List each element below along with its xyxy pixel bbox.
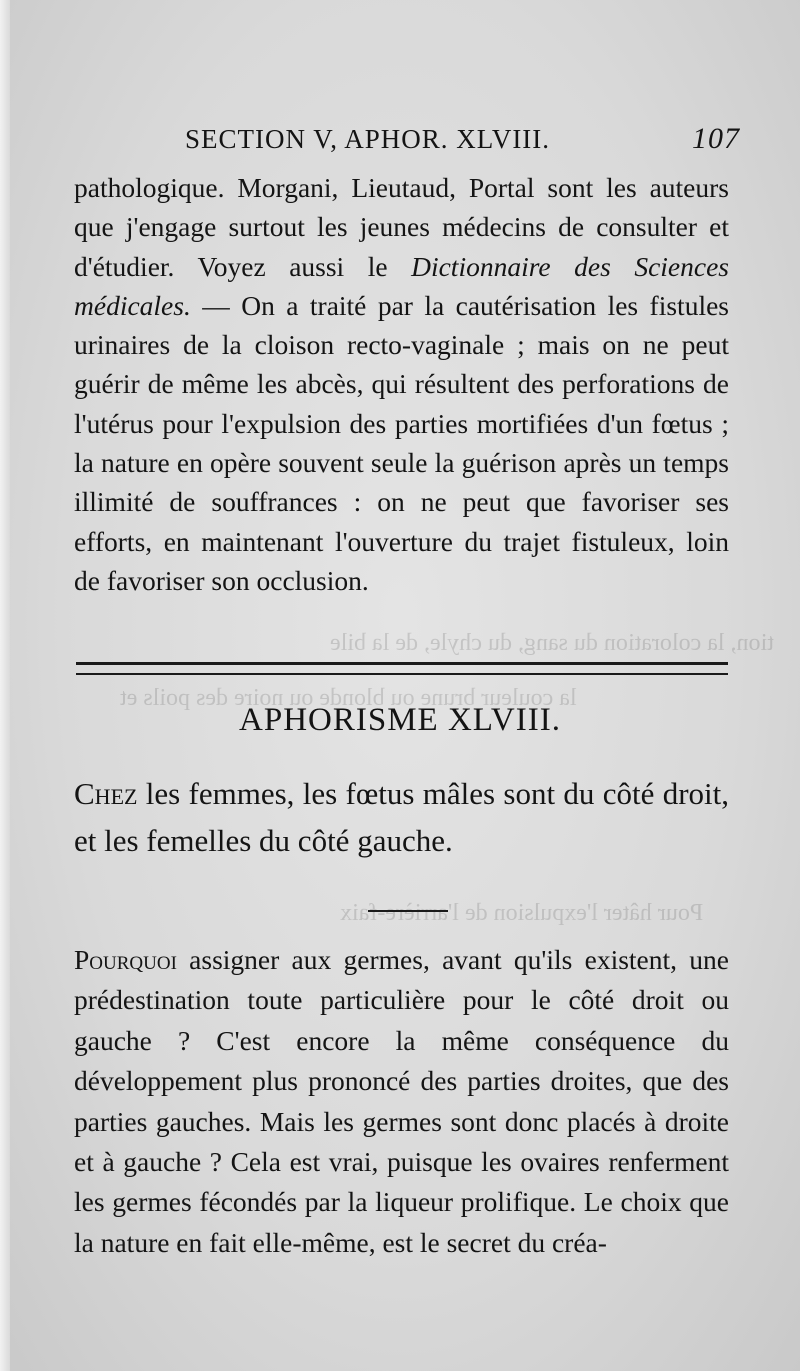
running-head-title: SECTION V, APHOR. XLVIII. bbox=[185, 124, 551, 154]
paragraph-text: pathologique. Morgani, Lieutaud, Portal sont les auteurs que j'engage surtout les jeunes médecins de consulter et d'étudier. Voyez aussi le bbox=[74, 172, 729, 282]
show-through-text: la couleur brune ou blonde ou noire des poils et bbox=[120, 685, 577, 711]
short-rule-divider bbox=[368, 910, 448, 912]
commentary-lead-word: Pourquoi bbox=[74, 944, 177, 975]
paragraph-text: — On a traité par la cautérisation les fistules urinaires de la cloison recto-vaginale ; mais on ne peut guérir de même les abcès, qui résultent des perforations de l'utérus pour l'expulsion des parties mortifiées d'un fœtus ; la nature en opère souvent seule la guérison après un temps illimité de souffrances : on ne peut que favoriser ses efforts, en maintenant l'ouverture du trajet fistuleux, loin de favoriser son occlusion. bbox=[74, 289, 729, 596]
commentary-paragraph bbox=[74, 940, 729, 1263]
aphorism-heading: APHORISME XLVIII. bbox=[239, 702, 561, 738]
double-rule-divider bbox=[76, 662, 728, 675]
aphorism-text bbox=[74, 770, 729, 864]
show-through-text: tion, la coloration du sang, du chyle, de la bile bbox=[330, 630, 774, 656]
aphorism-lead-word: Chez bbox=[74, 776, 138, 811]
continued-paragraph bbox=[74, 168, 729, 600]
page-number: 107 bbox=[692, 122, 740, 155]
italic-book-title: Dictionnaire des Sciences médicales. bbox=[74, 250, 729, 321]
aphorism-body: les femmes, les fœtus mâles sont du côté droit, et les femelles du côté gauche. bbox=[74, 776, 729, 858]
running-head bbox=[185, 118, 740, 158]
show-through-text: Pour hâter l'expulsion de l'arrière-faix bbox=[340, 900, 704, 926]
commentary-body: assigner aux germes, avant qu'ils existent, une prédestination toute particulière pour le côté droit ou gauche ? C'est encore la même conséquence du développement plus prononcé des parties droites, que des parties gauches. Mais les germes sont donc placés à droite et à gauche ? Cela est vrai, puisque les ovaires renferment les germes fécondés par la liqueur prolifique. Le choix que la nature en fait elle-même, est le secret du créa- bbox=[74, 944, 729, 1258]
page-edge bbox=[0, 0, 10, 1371]
